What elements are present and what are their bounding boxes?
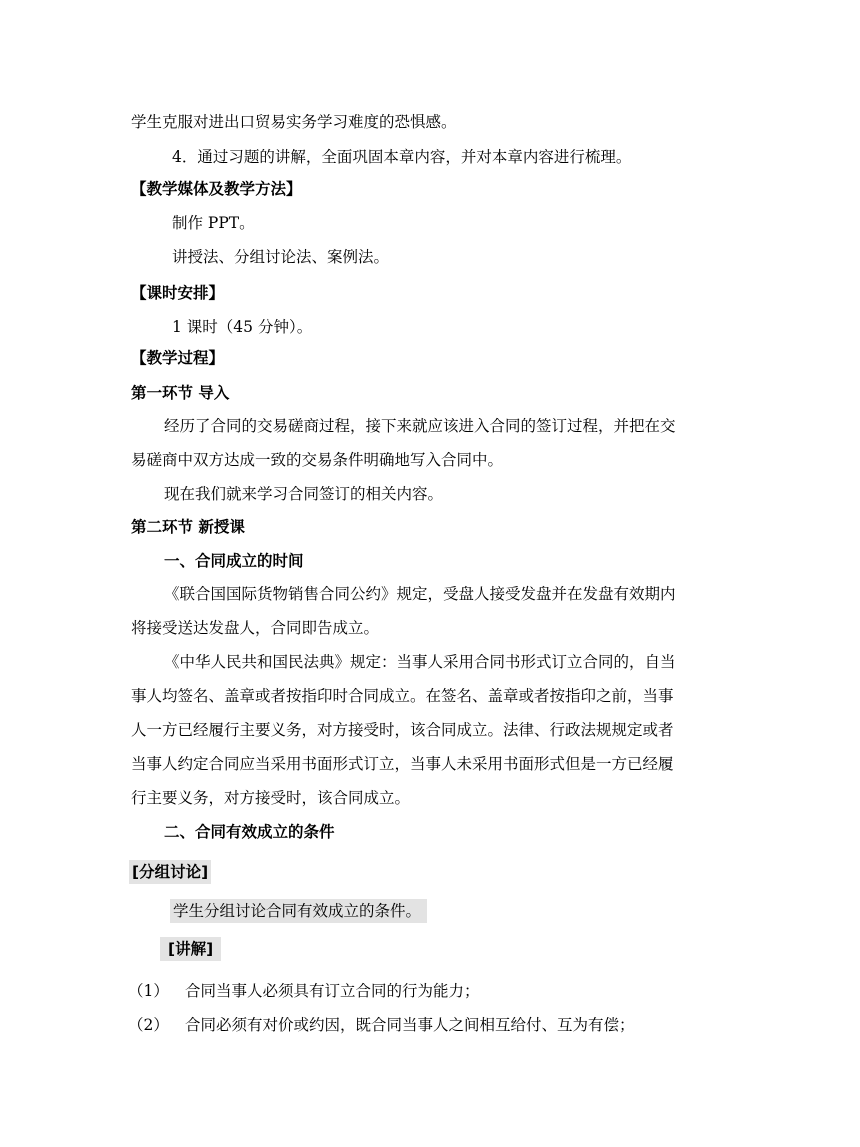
section1-paragraph2-line1: 《中华人民共和国民法典》规定：当事人采用合同书形式订立合同的，自当 <box>164 653 676 671</box>
media-line-ppt: 制作 PPT。 <box>172 214 255 232</box>
media-methods-heading: 【教学媒体及教学方法】 <box>131 180 302 198</box>
step2-heading: 第二环节 新授课 <box>131 518 245 536</box>
section2-heading: 二、合同有效成立的条件 <box>164 823 335 841</box>
schedule-line: 1 课时（45 分钟）。 <box>172 318 313 336</box>
group-discussion-text: 学生分组讨论合同有效成立的条件。 <box>170 899 427 923</box>
condition-item-2-number: （2） <box>128 1016 169 1034</box>
condition-item-1-text: 合同当事人必须具有订立合同的行为能力； <box>185 982 480 1000</box>
step1-heading: 第一环节 导入 <box>131 384 230 402</box>
condition-item-2-text: 合同必须有对价或约因，既合同当事人之间相互给付、互为有偿； <box>185 1016 635 1034</box>
section1-paragraph2-line4: 当事人约定合同应当采用书面形式订立，当事人未采用书面形式但是一方已经履 <box>131 755 674 773</box>
methods-line: 讲授法、分组讨论法、案例法。 <box>172 248 390 266</box>
section1-heading: 一、合同成立的时间 <box>164 552 304 570</box>
objective-item-4: 4．通过习题的讲解，全面巩固本章内容，并对本章内容进行梳理。 <box>172 148 632 166</box>
step1-paragraph2: 现在我们就来学习合同签订的相关内容。 <box>164 485 444 503</box>
section1-paragraph2-line5: 行主要义务，对方接受时，该合同成立。 <box>131 789 411 807</box>
group-discussion-label: [分组讨论] <box>129 860 211 884</box>
objective-line-continuation: 学生克服对进出口贸易实务学习难度的恐惧感。 <box>131 113 457 131</box>
section1-paragraph2-line3: 人一方已经履行主要义务，对方接受时，该合同成立。法律、行政法规规定或者 <box>131 721 674 739</box>
condition-item-1-number: （1） <box>128 982 169 1000</box>
process-heading: 【教学过程】 <box>131 349 225 367</box>
step1-paragraph1-line1: 经历了合同的交易磋商过程，接下来就应该进入合同的签订过程，并把在交 <box>164 417 676 435</box>
explanation-label: [讲解] <box>160 937 221 961</box>
section1-paragraph2-line2: 事人均签名、盖章或者按指印时合同成立。在签名、盖章或者按指印之前，当事 <box>131 687 674 705</box>
schedule-heading: 【课时安排】 <box>131 284 225 302</box>
section1-paragraph1-line1: 《联合国国际货物销售合同公约》规定，受盘人接受发盘并在发盘有效期内 <box>164 585 676 603</box>
section1-paragraph1-line2: 将接受送达发盘人，合同即告成立。 <box>131 619 380 637</box>
step1-paragraph1-line2: 易磋商中双方达成一致的交易条件明确地写入合同中。 <box>131 451 504 469</box>
